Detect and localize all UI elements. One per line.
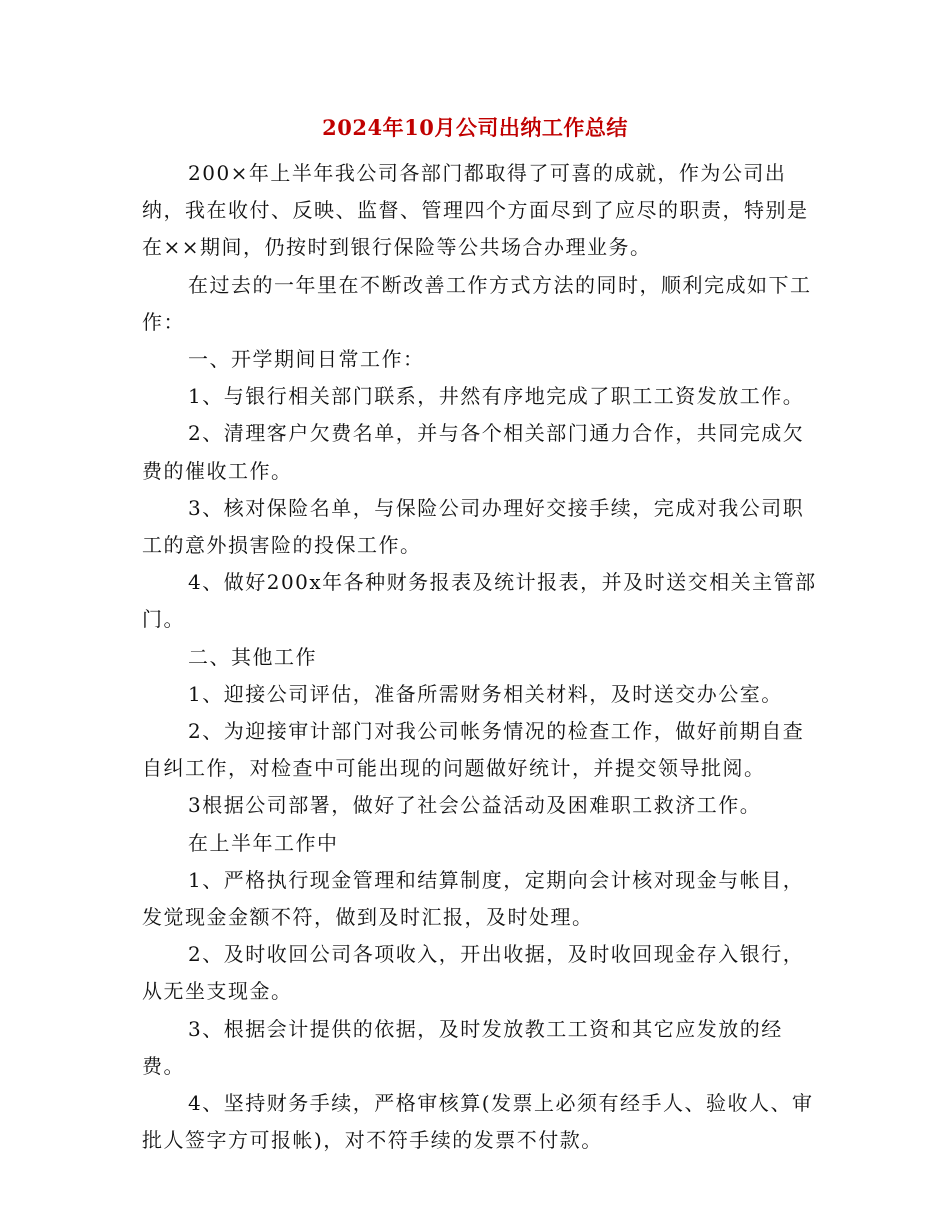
section-heading: 一、开学期间日常工作： bbox=[188, 347, 425, 372]
list-item: 4、做好200x年各种财务报表及统计报表，并及时送交相关主管部门。 bbox=[142, 570, 817, 632]
list-item: 3、根据会计提供的依据，及时发放教工工资和其它应发放的经费。 bbox=[142, 1016, 783, 1078]
list-item: 2、清理客户欠费名单，并与各个相关部门通力合作，共同完成欠费的催收工作。 bbox=[142, 421, 805, 483]
list-item: 3、核对保险名单，与保险公司办理好交接手续，完成对我公司职工的意外损害险的投保工作。 bbox=[142, 495, 805, 558]
list-item: 1、与银行相关部门联系，井然有序地完成了职工工资发放工作。 bbox=[188, 384, 805, 409]
list-item: 1、严格执行现金管理和结算制度，定期向会计核对现金与帐目，发觉现金金额不符，做到及时汇报，及时处理。 bbox=[142, 867, 805, 930]
list-item: 2、为迎接审计部门对我公司帐务情况的检查工作，做好前期自查自纠工作，对检查中可能出现的问题做好统计，并提交领导批阅。 bbox=[142, 719, 805, 781]
section-heading: 二、其他工作 bbox=[188, 644, 317, 669]
document-title: 2024年10月公司出纳工作总结 bbox=[322, 115, 628, 140]
paragraph: 200×年上半年我公司各部门都取得了可喜的成就，作为公司出纳，我在收付、反映、监督、管理四个方面尽到了应尽的职责，特别是在××期间，仍按时到银行保险等公共场合办理业务。 bbox=[142, 161, 809, 260]
list-item: 3根据公司部署，做好了社会公益活动及困难职工救济工作。 bbox=[188, 793, 762, 818]
list-item: 2、及时收回公司各项收入，开出收据，及时收回现金存入银行，从无坐支现金。 bbox=[142, 942, 805, 1004]
list-item: 1、迎接公司评估，准备所需财务相关材料，及时送交办公室。 bbox=[188, 681, 783, 706]
paragraph: 在过去的一年里在不断改善工作方式方法的同时，顺利完成如下工作： bbox=[142, 272, 812, 334]
section-heading: 在上半年工作中 bbox=[188, 830, 339, 855]
document-body bbox=[142, 155, 822, 1159]
list-item: 4、坚持财务手续，严格审核算(发票上必须有经手人、验收人、审批人签字方可报帐)，对不符手续的发票不付款。 bbox=[142, 1091, 814, 1153]
